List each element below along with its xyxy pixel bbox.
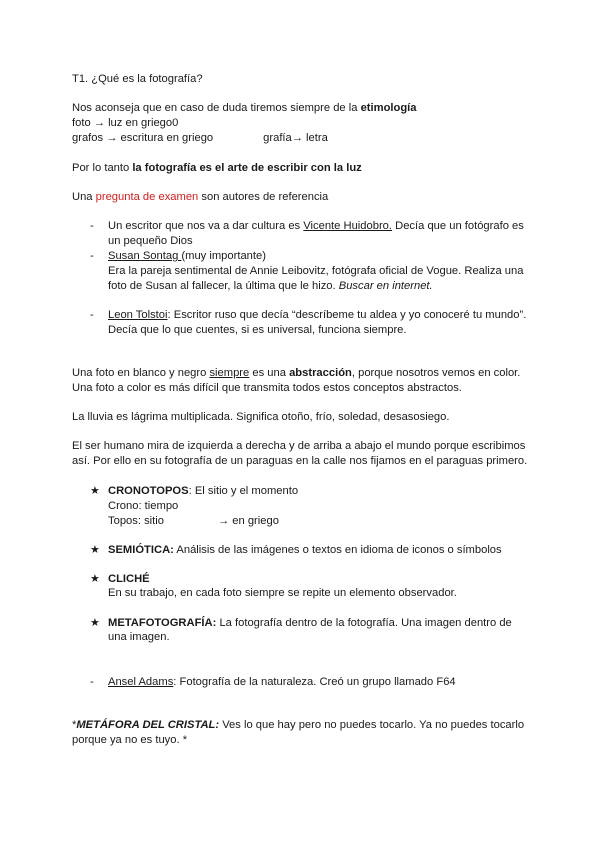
exam-line [72, 190, 328, 204]
huidobro-line2: un pequeño Dios [108, 235, 193, 247]
bw-line1 [72, 366, 520, 380]
star-bullet: ★ [90, 573, 100, 585]
reading-line2: así. Por ello en su fotografía de un paraguas en la calle nos fijamos en el paraguas primero. [72, 455, 528, 467]
conclusion-bold: la fotografía es el arte de escribir con la luz [132, 162, 362, 174]
exam-pre: Una [72, 191, 96, 203]
cronotopos-term: CRONOTOPOS [108, 485, 189, 497]
cristal-pre: * [72, 719, 77, 731]
author-tolstoi [108, 308, 526, 322]
sontag-line3-text: foto de Susan al fallecer, la última que le hizo. [108, 280, 339, 292]
reading-line1: El ser humano mira de izquierda a derecha y de arriba a abajo el mundo porque escribimos [72, 440, 526, 452]
bw-post: , porque nosotros vemos en color. [351, 367, 521, 379]
sontag-post: (muy importante) [181, 250, 266, 262]
dash-bullet: - [90, 250, 94, 262]
etymology-foto: foto → luz en griego0 [72, 117, 179, 129]
concept-cronotopos [108, 484, 298, 498]
etymology-grafos-text: grafos → escritura en griego [72, 132, 214, 144]
star-bullet: ★ [90, 544, 100, 556]
huidobro-post: Decía que un fotógrafo es [392, 220, 524, 232]
metafoto-term: METAFOTOGRAFÍA: [108, 617, 217, 629]
concept-metafotografia [108, 616, 512, 630]
huidobro-pre: Un escritor que nos va a dar cultura es [108, 220, 304, 232]
author-sontag [108, 249, 266, 263]
concept-semiotica [108, 543, 502, 557]
metafoto-def: La fotografía dentro de la fotografía. Una imagen dentro de [216, 617, 512, 629]
adams-name: Ansel Adams [108, 676, 174, 688]
bw-bold: abstracción [289, 367, 352, 379]
star-bullet: ★ [90, 485, 100, 497]
sontag-line3-italic: Buscar en internet. [338, 280, 433, 292]
bw-pre: Una foto en blanco y negro [72, 367, 210, 379]
concept-cliche: CLICHÉ [108, 573, 150, 585]
cristal-post: Ves lo que hay pero no puedes tocarlo. Ya no puedes tocarlo [219, 719, 525, 731]
etymology-grafia-text: grafía→ letra [263, 132, 328, 144]
dash-bullet: - [90, 676, 94, 688]
cronotopos-def: : El sitio y el momento [188, 485, 299, 497]
sontag-line2: Era la pareja sentimental de Annie Leibovitz, fotógrafa oficial de Vogue. Realiza una [108, 265, 524, 277]
tolstoi-post: : Escritor ruso que decía “descríbeme tu aldea y yo conoceré tu mundo”. [167, 309, 527, 321]
page-title: T1. ¿Qué es la fotografía? [72, 73, 203, 85]
intro-line [72, 101, 417, 115]
semiotica-def: Análisis de las imágenes o textos en idioma de iconos o símbolos [173, 544, 502, 556]
author-adams [108, 675, 456, 689]
cliche-line2: En su trabajo, en cada foto siempre se repite un elemento observador. [108, 587, 457, 599]
intro-text: Nos aconseja que en caso de duda tiremos siempre de la [72, 102, 361, 114]
bw-underlined: siempre [209, 367, 250, 379]
star-bullet: ★ [90, 617, 100, 629]
cronotopos-line2: Crono: tiempo [108, 500, 179, 512]
adams-post: : Fotografía de la naturaleza. Creó un grupo llamado F64 [173, 676, 456, 688]
cristal-bold: METÁFORA DEL CRISTAL: [76, 719, 220, 731]
conclusion-text: Por lo tanto [72, 162, 133, 174]
dash-bullet: - [90, 220, 94, 232]
author-huidobro [108, 219, 524, 233]
sontag-line3 [108, 279, 433, 293]
semiotica-term: SEMIÓTICA: [108, 544, 174, 556]
tolstoi-line2: Decía que lo que cuentes, si es universal, funciona siempre. [108, 324, 407, 336]
exam-post: son autores de referencia [198, 191, 329, 203]
cronotopos-line3 [108, 514, 279, 528]
tolstoi-name: Leon Tolstoi [108, 309, 168, 321]
cronotopos-griego: → en griego [217, 515, 279, 527]
bw-line2: Una foto a color es más difícil que transmita todos estos conceptos abstractos. [72, 382, 462, 394]
huidobro-name: Vicente Huidobro. [303, 220, 392, 232]
etymology-grafos [72, 131, 328, 145]
rain-line: La lluvia es lágrima multiplicada. Significa otoño, frío, soledad, desasosiego. [72, 411, 450, 423]
exam-highlight: pregunta de examen [95, 191, 199, 203]
cristal-line2: porque ya no es tuyo. * [72, 734, 188, 746]
metafoto-line2: una imagen. [108, 631, 170, 643]
bw-mid: es una [249, 367, 290, 379]
sontag-name: Susan Sontag [108, 250, 182, 262]
conclusion-line [72, 161, 362, 175]
intro-bold: etimología [360, 102, 417, 114]
cronotopos-topos: Topos: sitio [108, 515, 164, 527]
cristal-line1 [72, 718, 524, 732]
dash-bullet: - [90, 309, 94, 321]
